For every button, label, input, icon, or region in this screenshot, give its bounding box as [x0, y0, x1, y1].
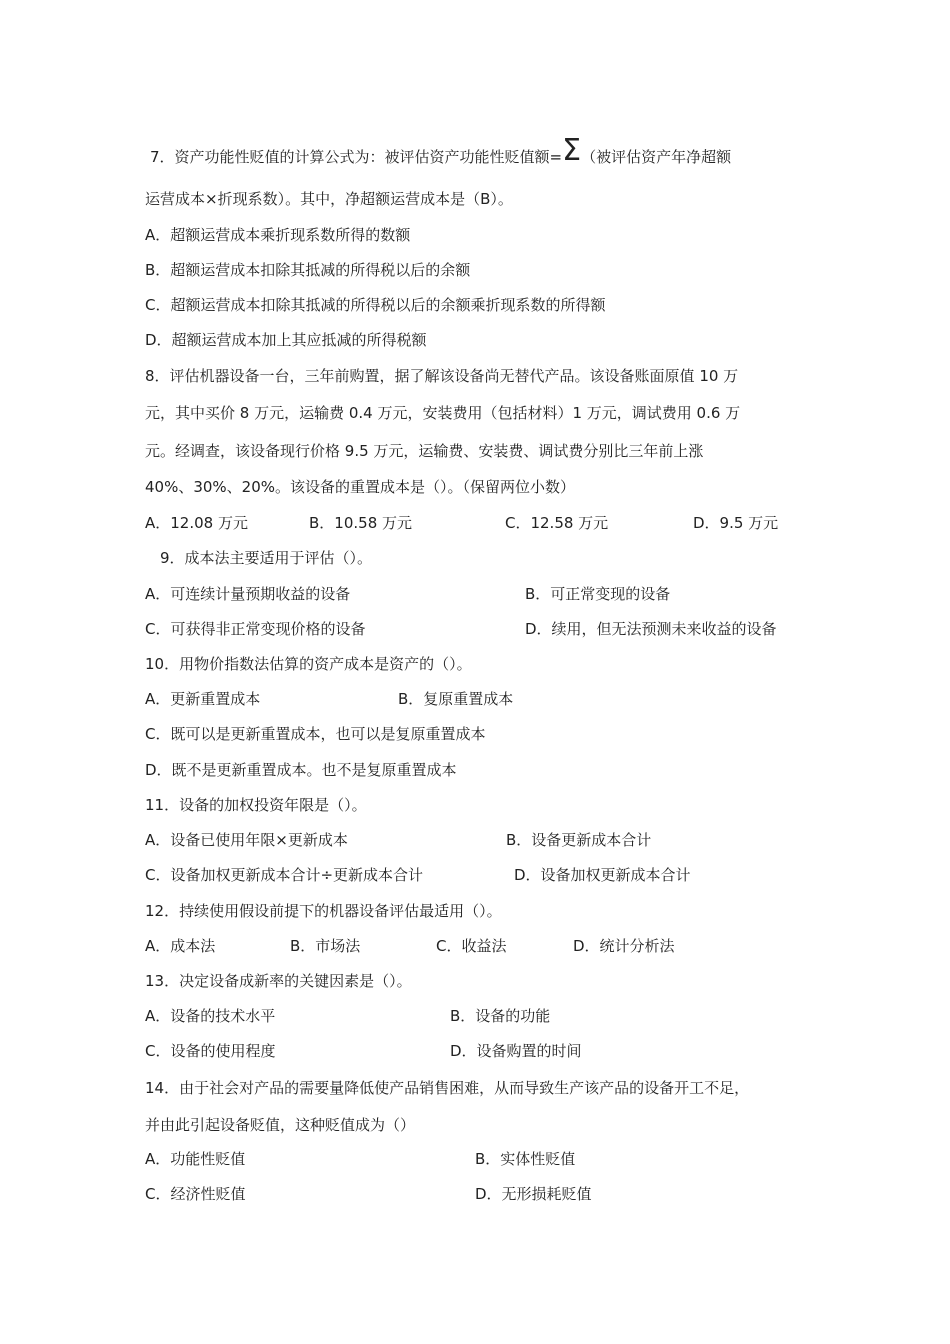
q13-option-d: D．设备购置的时间 [450, 1042, 582, 1060]
q13-option-c: C．设备的使用程度 [145, 1042, 276, 1060]
q14-option-d: D．无形损耗贬值 [475, 1185, 592, 1203]
q7-stem-line2: 运营成本×折现系数）。其中，净超额运营成本是（B）。 [145, 190, 513, 208]
q12-option-b: B．市场法 [290, 937, 361, 955]
q8-option-c: C．12.58 万元 [505, 514, 609, 532]
q7-option-d: D．超额运营成本加上其应抵减的所得税额 [145, 331, 427, 349]
q8-option-d: D．9.5 万元 [693, 514, 779, 532]
sigma-symbol: Σ [562, 133, 582, 168]
q13-option-a: A．设备的技术水平 [145, 1007, 276, 1025]
q14-stem-line1: 14．由于社会对产品的需要量降低使产品销售困难，从而导致生产该产品的设备开工不足， [145, 1079, 750, 1097]
q9-option-b: B．可正常变现的设备 [525, 585, 671, 603]
q10-option-c: C．既可以是更新重置成本，也可以是复原重置成本 [145, 725, 486, 743]
q9-option-c: C．可获得非正常变现价格的设备 [145, 620, 366, 638]
q11-option-c: C．设备加权更新成本合计÷更新成本合计 [145, 866, 424, 884]
q9-stem: 9．成本法主要适用于评估（）。 [160, 549, 373, 567]
q8-stem-line3: 元。经调查，该设备现行价格 9.5 万元，运输费、安装费、调试费分别比三年前上涨 [145, 442, 704, 460]
q14-option-a: A．功能性贬值 [145, 1150, 246, 1168]
q8-stem-line2: 元，其中买价 8 万元，运输费 0.4 万元，安装费用（包括材料）1 万元，调试费用 0.6 万 [145, 404, 741, 422]
q7-option-a: A．超额运营成本乘折现系数所得的数额 [145, 226, 411, 244]
q11-stem: 11．设备的加权投资年限是（）。 [145, 796, 367, 814]
q7-option-b: B．超额运营成本扣除其抵减的所得税以后的余额 [145, 261, 471, 279]
q12-stem: 12．持续使用假设前提下的机器设备评估最适用（）。 [145, 902, 502, 920]
q8-stem-line1: 8．评估机器设备一台，三年前购置，据了解该设备尚无替代产品。该设备账面原值 10 万 [145, 367, 739, 385]
q14-option-b: B．实体性贬值 [475, 1150, 576, 1168]
q14-option-c: C．经济性贬值 [145, 1185, 246, 1203]
q11-option-b: B．设备更新成本合计 [506, 831, 652, 849]
q10-option-b: B．复原重置成本 [398, 690, 514, 708]
q7-stem-part2: （被评估资产年净超额 [581, 148, 732, 166]
q8-stem-line4: 40%、30%、20%。该设备的重置成本是（）。（保留两位小数） [145, 478, 576, 496]
q8-option-a: A．12.08 万元 [145, 514, 248, 532]
q12-option-c: C．收益法 [436, 937, 507, 955]
q14-stem-line2: 并由此引起设备贬值，这种贬值成为（） [145, 1116, 416, 1134]
q9-option-d: D．续用，但无法预测未来收益的设备 [525, 620, 777, 638]
q9-option-a: A．可连续计量预期收益的设备 [145, 585, 351, 603]
q7-stem-line1 [150, 133, 732, 168]
q10-option-a: A．更新重置成本 [145, 690, 261, 708]
q11-option-d: D．设备加权更新成本合计 [514, 866, 691, 884]
q13-option-b: B．设备的功能 [450, 1007, 551, 1025]
q11-option-a: A．设备已使用年限×更新成本 [145, 831, 348, 849]
q7-stem-part1: 7．资产功能性贬值的计算公式为：被评估资产功能性贬值额= [150, 148, 563, 166]
q8-option-b: B．10.58 万元 [309, 514, 413, 532]
q10-option-d: D．既不是更新重置成本。也不是复原重置成本 [145, 761, 457, 779]
q10-stem: 10．用物价指数法估算的资产成本是资产的（）。 [145, 655, 472, 673]
q12-option-d: D．统计分析法 [573, 937, 675, 955]
q12-option-a: A．成本法 [145, 937, 216, 955]
q13-stem: 13．决定设备成新率的关键因素是（）。 [145, 972, 412, 990]
q7-option-c: C．超额运营成本扣除其抵减的所得税以后的余额乘折现系数的所得额 [145, 296, 606, 314]
